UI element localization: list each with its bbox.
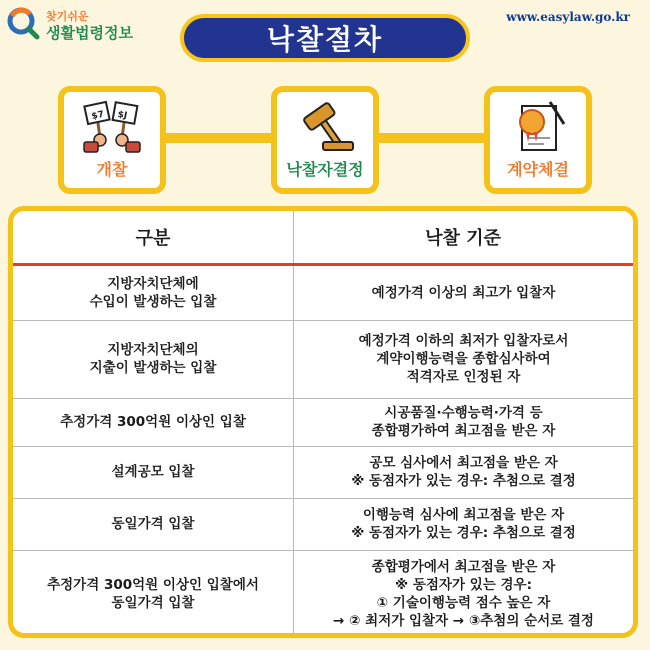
cell-line: 시공품질·수행능력·가격 등: [384, 405, 543, 421]
logo-top-text: 찾기쉬운: [46, 10, 89, 23]
cell-line: 이행능력 심사에 최고점을 받은 자: [362, 507, 565, 523]
bid-signs-icon: [80, 98, 144, 156]
step-label: 개찰: [96, 160, 128, 179]
table-row: [13, 320, 633, 399]
gavel-icon: [293, 98, 357, 156]
step-contract-signing: [484, 86, 592, 194]
category-cell: [13, 446, 293, 498]
table-header: [13, 211, 633, 266]
category-cell: [13, 550, 293, 638]
cell-line: 추정가격 300억원 이상인 입찰: [60, 414, 246, 430]
cell-line: ※ 동점자가 있는 경우: 추첨으로 결정: [351, 473, 576, 489]
header-category: 구분: [135, 228, 171, 249]
table-row: [13, 446, 633, 499]
criteria-cell: [294, 266, 633, 320]
site-url[interactable]: www.easylaw.go.kr: [506, 10, 630, 24]
cell-line: 지출이 발생하는 입찰: [89, 360, 217, 376]
cell-line: 종합평가하여 최고점을 받은 자: [371, 423, 556, 439]
step-opening-bids: [58, 86, 166, 194]
cell-line: 계약이행능력을 종합심사하여: [376, 351, 551, 367]
cell-line: 지방자치단체에: [107, 276, 199, 292]
criteria-cell: [294, 398, 633, 446]
magnifier-logo-icon: [6, 6, 40, 40]
cell-line: 추정가격 300억원 이상인 입찰에서: [47, 577, 259, 593]
cell-line: 적격자로 인정된 자: [406, 369, 521, 385]
table-row: [13, 550, 633, 638]
cell-line: → ② 최저가 입찰자 → ③추첨의 순서로 결정: [333, 613, 594, 629]
cell-line: 공모 심사에서 최고점을 받은 자: [369, 455, 558, 471]
cell-line: 종합평가에서 최고점을 받은 자: [371, 559, 556, 575]
category-cell: [13, 320, 293, 398]
step-label: 낙찰자결정: [286, 160, 364, 179]
category-cell: [13, 498, 293, 550]
cell-line: 예정가격 이하의 최저가 입찰자로서: [358, 333, 569, 349]
cell-line: 동일가격 입찰: [111, 595, 195, 611]
criteria-cell: [294, 550, 633, 638]
svg-text:$7: $7: [90, 109, 106, 123]
cell-line: 지방자치단체의: [107, 342, 199, 358]
criteria-table: [8, 206, 638, 638]
svg-text:$J: $J: [116, 109, 128, 122]
table-row: [13, 498, 633, 551]
category-cell: [13, 266, 293, 320]
cell-line: ※ 동점자가 있는 경우:: [395, 577, 532, 593]
criteria-cell: [294, 498, 633, 550]
table-row: [13, 398, 633, 447]
header-criteria: 낙찰 기준: [425, 228, 501, 249]
step-winner-selection: [271, 86, 379, 194]
cell-line: 수입이 발생하는 입찰: [89, 294, 217, 310]
cell-line: 설계공모 입찰: [111, 464, 195, 480]
table-row: [13, 266, 633, 321]
logo-bottom-text: 생활법령정보: [46, 24, 133, 42]
easylaw-logo[interactable]: [6, 4, 156, 44]
criteria-cell: [294, 446, 633, 498]
cell-line: 동일가격 입찰: [111, 516, 195, 532]
category-cell: [13, 398, 293, 446]
cell-line: ※ 동점자가 있는 경우: 추첨으로 결정: [351, 525, 576, 541]
cell-line: ① 기술이행능력 점수 높은 자: [376, 595, 551, 611]
cell-line: 예정가격 이상의 최고가 입찰자: [371, 285, 556, 301]
page-title: 낙찰절차: [180, 14, 470, 62]
contract-document-icon: [506, 98, 570, 156]
step-label: 계약체결: [507, 160, 569, 179]
criteria-cell: [294, 320, 633, 398]
